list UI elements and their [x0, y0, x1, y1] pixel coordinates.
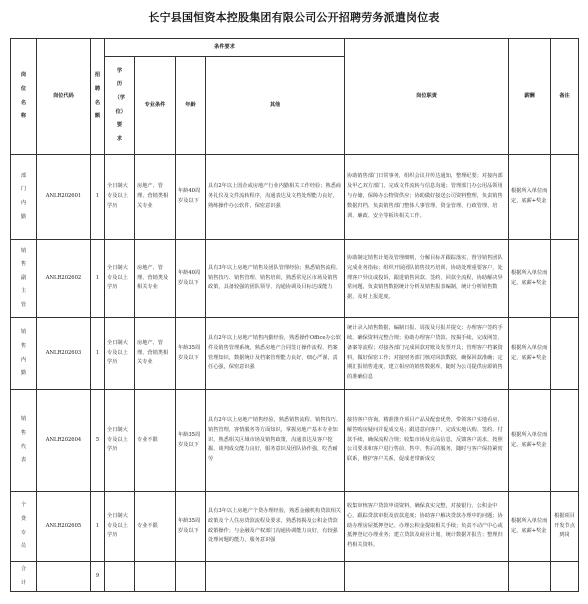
- position-name-cell: 销售代表: [11, 390, 37, 492]
- table-row: [11, 492, 579, 562]
- total-empty-cell: [551, 562, 579, 592]
- total-empty-cell: [345, 562, 509, 592]
- headcount-cell: 1: [91, 318, 105, 390]
- other-requirements-cell: 具有3年以上房地产销售及团队管理经验；熟悉销售流程、销售技巧、销售管理、销售培训，熟悉常见区市场及销售政策，具备较强的团队领导、沟通协调及目标达成能力: [206, 240, 345, 318]
- header-position-code: 岗位代码: [37, 39, 91, 155]
- total-empty-cell: [37, 562, 91, 592]
- header-duties: 岗位职责: [345, 39, 509, 155]
- headcount-cell: 1: [91, 492, 105, 562]
- duties-cell: 协助销售部门日常事务，组织会议并传达通知，整理纪要；对接内部及甲乙双方部门，完成文件流转与信息沟通；管理部门办公用品领用与存储，保障办公物资供应；协助做好接送公司资料整理，负责销售数据归档、负责销售部门整体人事管理、资金管理、行政管理、培训、廉政、安全等板块相关工作。: [345, 155, 509, 240]
- duties-cell: 接待客户咨询，精准推介项目产品及配套优势，带领客户实地看房，解答购房疑问并促成交易；跟进意向客户，完成实地认购、签约、付款手续，确保流程合规；收集市场及竞品信息，反馈客户需求，按照公司要求和客户进行售前、售中、售后的服务，随时与客户保持紧密联系，维护客户关系，促成老带新成交: [345, 390, 509, 492]
- position-code-cell: ANLR202601: [37, 155, 91, 240]
- headcount-cell: 5: [91, 390, 105, 492]
- salary-cell: 根据所入单位而定，底薪+奖金: [509, 155, 551, 240]
- page-title: 长宁县国恒资本控股集团有限公司公开招聘劳务派遣岗位表: [148, 11, 440, 24]
- major-cell: 专业不限: [135, 492, 176, 562]
- education-cell: 全日制大专及以上学历: [105, 155, 135, 240]
- remark-cell: [551, 390, 579, 492]
- header-major: 专业条件: [135, 57, 176, 155]
- total-empty-cell: [206, 562, 345, 592]
- other-requirements-cell: 具有3年以上房地产个贷办理经验，熟悉金融机构贷款相关政策及个人住房贷款流程及要求，熟悉按揭及公积金贷款政策操作；与金融及产权部门沟通协调能力良好，有较强处理问题的能力，服务意识强: [206, 492, 345, 562]
- duties-cell: 协助制定销售计划及管理细则，分解目标并跟踪落实，督导销售团队完成业务指标；组织开展团队销售技巧培训，协助处理重要客户，处理客户异议或投诉，跟进销售回款、签约、回款全流程，协助解决异常问题，负责销售数据统计分析及销售报表编制，统计分析销售数据，及时上报进度。: [345, 240, 509, 318]
- header-remarks: 备注: [551, 39, 579, 155]
- total-label-cell: 合计: [11, 562, 37, 592]
- table-row: [11, 390, 579, 492]
- major-cell: 专业不限: [135, 390, 176, 492]
- total-empty-cell: [135, 562, 176, 592]
- other-requirements-cell: 具有2年以上房地产销售内勤经验，熟悉操作Office办公软件及销售管理系统，熟悉房地产合同签订操作流程、档案管理知识，数据统计及档案管理能力良好，细心严谨，责任心强，保密意识强: [206, 318, 345, 390]
- header-other: 其他: [206, 57, 345, 155]
- other-requirements-cell: 具有2年以上国企或房地产行业内勤相关工作经验；熟悉商务礼仪及文件流转程序，沟通表达及文档处理能力良好，熟练操作办公软件，保密意识强: [206, 155, 345, 240]
- total-empty-cell: [509, 562, 551, 592]
- remark-cell: [551, 155, 579, 240]
- total-empty-cell: [105, 562, 135, 592]
- header-education: 学历（学位）要求: [105, 57, 135, 155]
- education-cell: 全日制大专及以上学历: [105, 390, 135, 492]
- total-row: [11, 562, 579, 592]
- age-cell: 年龄35周岁及以下: [176, 318, 206, 390]
- position-code-cell: ANLR202602: [37, 240, 91, 318]
- table-row: [11, 155, 579, 240]
- age-cell: 年龄40周岁及以下: [176, 240, 206, 318]
- position-name-cell: 个贷专员: [11, 492, 37, 562]
- position-code-cell: ANLR202603: [37, 318, 91, 390]
- other-requirements-cell: 具有2年以上房地产销售经验，熟悉销售流程、销售技巧、销售管理，客情服务等方面知识，掌握房地产基本专业知识，熟悉相关区域市场及销售政策，沟通表达及客户挖掘、谈判成交能力良好，服务意识及团队协作强，吃苦耐劳: [206, 390, 345, 492]
- table-row: [11, 240, 579, 318]
- major-cell: 房地产、管理、营销类相关专业: [135, 318, 176, 390]
- major-cell: 房地产、管理、营销类及相关专业: [135, 240, 176, 318]
- salary-cell: 根据所入单位而定，底薪+奖金: [509, 492, 551, 562]
- remark-cell: 根据项目开发节点到岗: [551, 492, 579, 562]
- header-age: 年龄: [176, 57, 206, 155]
- remark-cell: [551, 240, 579, 318]
- education-cell: 全日制大专及以上学历: [105, 318, 135, 390]
- major-cell: 房地产、管理、营销类相关专业: [135, 155, 176, 240]
- duties-cell: 统计录入销售数据，编制日报、周报及月报并提交；办理客户签约手续，确保资料完整合规；协助办理客户贷款、按揭手续，完成网签、备案等流程；对接各部门完成回款对账及发票开具；管理客户档案资料，做好保密工作；对接财务部门核对回款数据，确保回款准确；定期汇报销售进度，建立相应的销售数据库，随时为公司提供房源销售的准确信息: [345, 318, 509, 390]
- header-salary: 薪酬: [509, 39, 551, 155]
- duties-cell: 收集审核客户贷款申请资料，确保真实完整，对接银行、公积金中心，跟踪贷款审批及放款进度；协助客户解决贷款办理中的问题；协助办理房屋抵押登记、办理公积金提取相关手续；负责不动产中心或抵押登记办理业务；建立贷款及商业计划，统计数据并报告；整理归档相关资料。: [345, 492, 509, 562]
- remark-cell: [551, 318, 579, 390]
- position-name-cell: 销售副主管: [11, 240, 37, 318]
- table-row: [11, 318, 579, 390]
- salary-cell: 根据所入单位而定，底薪+奖金: [509, 390, 551, 492]
- header-headcount: 招聘名额: [91, 39, 105, 155]
- position-name-cell: 销售内勤: [11, 318, 37, 390]
- age-cell: 年龄35周岁及以下: [176, 492, 206, 562]
- education-cell: 全日制大专及以上学历: [105, 240, 135, 318]
- headcount-cell: 1: [91, 155, 105, 240]
- total-count-cell: 9: [91, 562, 105, 592]
- position-name-cell: 部门内勤: [11, 155, 37, 240]
- salary-cell: 根据所入单位而定，底薪+奖金: [509, 240, 551, 318]
- recruitment-table: [10, 38, 579, 592]
- position-code-cell: ANLR202604: [37, 390, 91, 492]
- header-requirements: 条件要求: [105, 39, 345, 57]
- salary-cell: 根据所入单位而定，底薪+奖金: [509, 318, 551, 390]
- position-code-cell: ANLR202605: [37, 492, 91, 562]
- education-cell: 全日制大专及以上学历: [105, 492, 135, 562]
- total-empty-cell: [176, 562, 206, 592]
- header-position-name: 岗位名称: [11, 39, 37, 155]
- age-cell: 年龄40周岁及以下: [176, 155, 206, 240]
- headcount-cell: 1: [91, 240, 105, 318]
- age-cell: 年龄35周岁及以下: [176, 390, 206, 492]
